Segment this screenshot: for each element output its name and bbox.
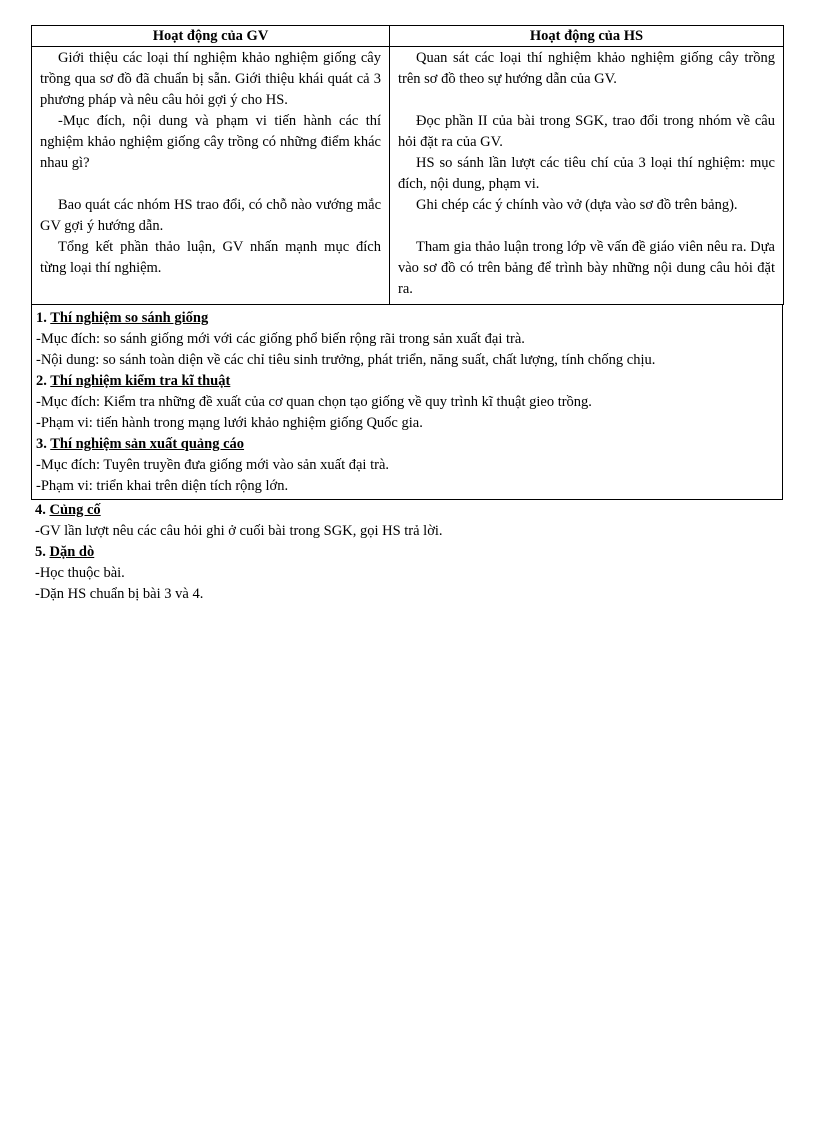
section-2-number: 2. — [36, 373, 47, 389]
section-3-number: 3. — [36, 436, 47, 452]
section-5-title: Dặn dò — [49, 544, 95, 560]
section-2-line: -Mục đích: Kiểm tra những đề xuất của cơ quan chọn tạo giống về quy trình kĩ thuật gieo trồng. — [36, 394, 592, 410]
section-3-line: -Mục đích: Tuyên truyền đưa giống mới vào sản xuất đại trà. — [36, 457, 389, 473]
section-4-title: Củng cố — [49, 502, 101, 518]
section-3-line: -Phạm vi: triển khai trên diện tích rộng lớn. — [36, 478, 289, 494]
section-4-line: -GV lần lượt nêu các câu hỏi ghi ở cuối bài trong SGK, gọi HS trả lời. — [35, 523, 443, 539]
hs-paragraph: Ghi chép các ý chính vào vở (dựa vào sơ đồ trên bảng). — [416, 197, 738, 213]
gv-paragraph: Giới thiệu các loại thí nghiệm khảo nghiệm giống cây trồng qua sơ đồ đã chuẩn bị sẵn. Giới thiệu khái quát cả 3 phương pháp và nêu câu hỏi gợi ý cho HS. — [40, 50, 381, 108]
table-header-row — [32, 26, 784, 47]
section-1-line: -Mục đích: so sánh giống mới với các giống phổ biến rộng rãi trong sản xuất đại trà. — [36, 331, 525, 347]
gv-paragraph: Tổng kết phần thảo luận, GV nhấn mạnh mục đích từng loại thí nghiệm. — [40, 239, 381, 276]
section-4-heading — [35, 500, 779, 521]
section-2-title: Thí nghiệm kiểm tra kĩ thuật — [50, 373, 231, 389]
gv-column — [32, 47, 390, 305]
header-hs: Hoạt động của HS — [390, 26, 784, 47]
section-5-heading — [35, 542, 779, 563]
section-1-line: -Nội dung: so sánh toàn diện về các chỉ tiêu sinh trưởng, phát triển, năng suất, chất lượng, tính chống chịu. — [36, 352, 656, 368]
section-1-number: 1. — [36, 310, 47, 326]
section-5-line: -Dặn HS chuẩn bị bài 3 và 4. — [35, 586, 204, 602]
section-5-line: -Học thuộc bài. — [35, 565, 125, 581]
hs-paragraph: HS so sánh lần lượt các tiêu chí của 3 loại thí nghiệm: mục đích, nội dung, phạm vi. — [398, 155, 775, 192]
section-1-title: Thí nghiệm so sánh giống — [50, 310, 209, 326]
section-2-heading — [36, 371, 778, 392]
activity-table — [31, 25, 784, 305]
document-page — [31, 25, 783, 605]
closing-sections — [31, 500, 783, 605]
summary-box — [31, 305, 783, 500]
table-row — [32, 47, 784, 305]
section-3-title: Thí nghiệm sản xuất quảng cáo — [50, 436, 245, 452]
hs-paragraph: Đọc phần II của bài trong SGK, trao đổi trong nhóm về câu hỏi đặt ra của GV. — [398, 113, 775, 150]
section-3-heading — [36, 434, 778, 455]
section-1-heading — [36, 308, 778, 329]
hs-paragraph: Quan sát các loại thí nghiệm khảo nghiệm giống cây trồng trên sơ đồ theo sự hướng dẫn của GV. — [398, 50, 775, 87]
section-4-number: 4. — [35, 502, 46, 518]
gv-paragraph: -Mục đích, nội dung và phạm vi tiến hành các thí nghiệm khảo nghiệm giống cây trồng có những điểm khác nhau gì? — [40, 113, 381, 171]
hs-column — [390, 47, 784, 305]
hs-paragraph: Tham gia thảo luận trong lớp về vấn đề giáo viên nêu ra. Dựa vào sơ đồ có trên bảng để trình bày những nội dung câu hỏi đặt ra. — [398, 239, 775, 297]
section-5-number: 5. — [35, 544, 46, 560]
section-2-line: -Phạm vi: tiến hành trong mạng lưới khảo nghiệm giống Quốc gia. — [36, 415, 423, 431]
gv-paragraph: Bao quát các nhóm HS trao đổi, có chỗ nào vướng mắc GV gợi ý hướng dẫn. — [40, 197, 381, 234]
header-gv: Hoạt động của GV — [32, 26, 390, 47]
